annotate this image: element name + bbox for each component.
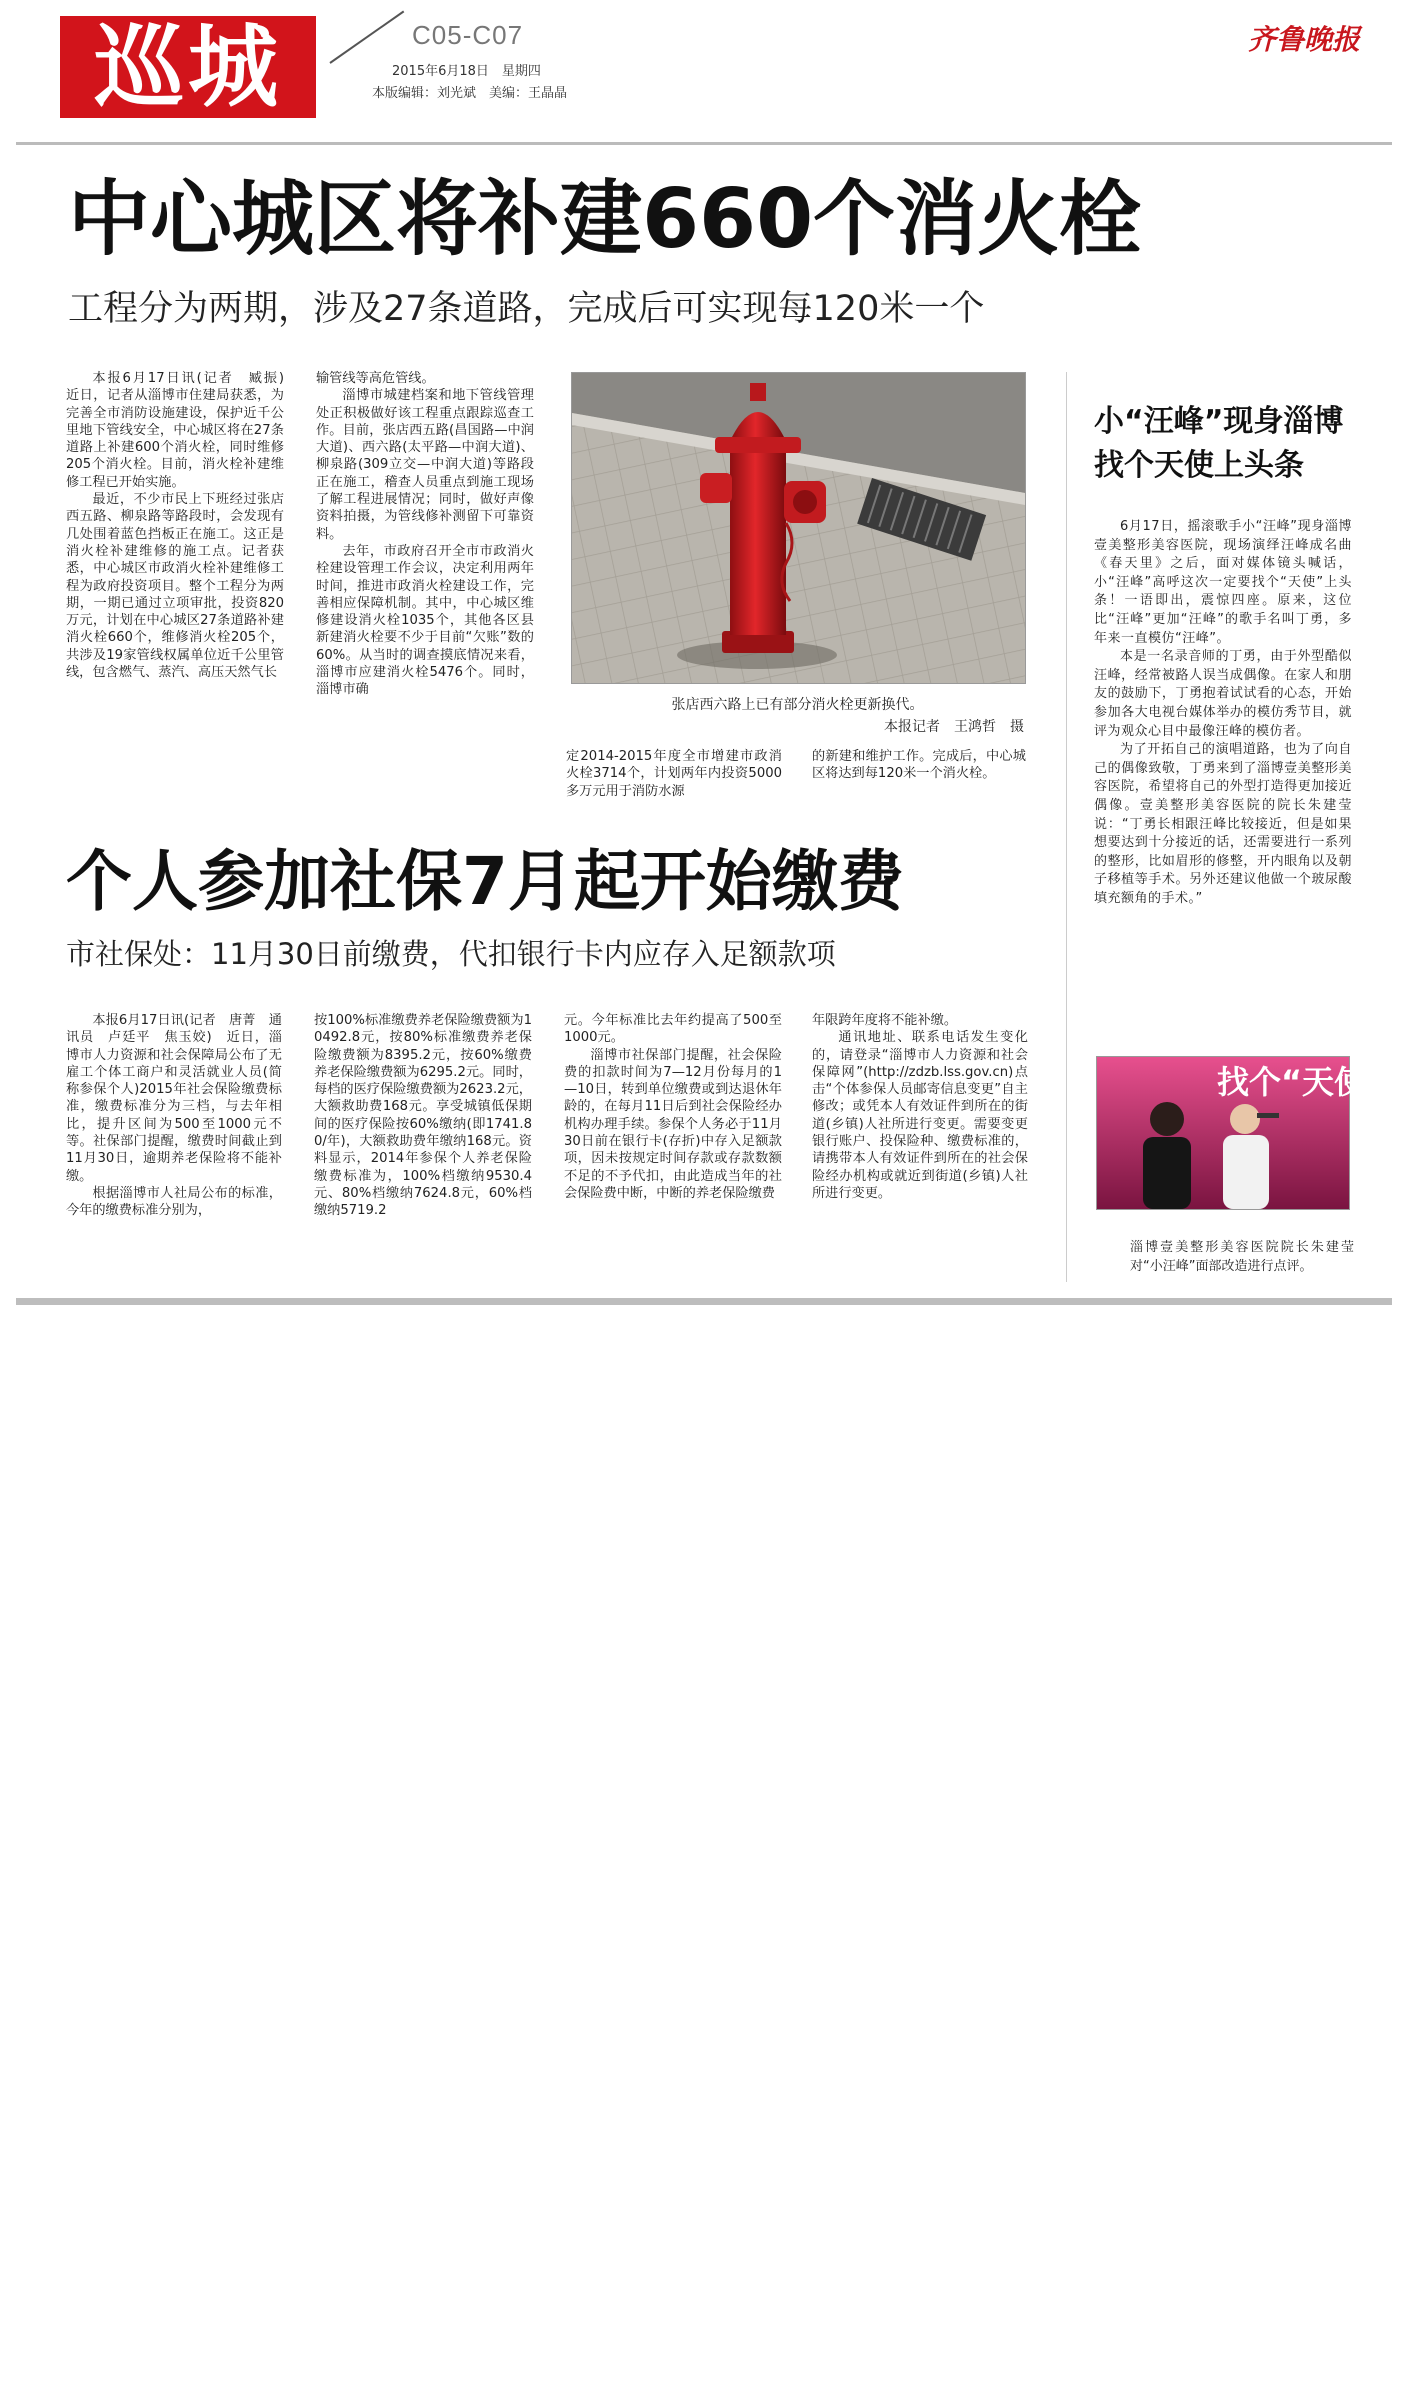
fire-hydrant-caption: 张店西六路上已有部分消火栓更新换代。: [671, 697, 924, 713]
story1-paragraph: 最近，不少市民上下班经过张店西五路、柳泉路等路段时，会发现有几处围着蓝色挡板正在施工。这正是消火栓补建维修的施工点。记者获悉，中心城区市政消火栓补建维修工程为政府投资项目。整个工程分为两期，一期已通过立项审批，投资820万元，计划在中心城区27条道路补建消火栓660个，维修消火栓205个，共涉及19家管线权属单位近千公里管线，包含燃气、蒸汽、高压天然气长: [66, 492, 284, 681]
story2-paragraph: 本报6月17日讯(记者 唐菁 通讯员 卢廷平 焦玉姣) 近日，淄博市人力资源和社会保障局公布了无雇工个体工商户和灵活就业人员(简称参保个人)2015年社会保险缴费标准，缴费标准分为三档，与去年相比，提升区间为500至1000元不等。社保部门提醒，缴费时间截止到11月30日，逾期养老保险将不能补缴。: [66, 1013, 282, 1184]
sidebar-paragraph: 本是一名录音师的丁勇，由于外型酷似汪峰，经常被路人误当成偶像。在家人和朋友的鼓励下，丁勇抱着试试看的心态，开始参加各大电视台媒体举办的模仿秀节目，就评为观众心目中最像汪峰的模仿者。: [1094, 649, 1352, 739]
story2-column-1: [66, 1012, 282, 1220]
page-code: C05-C07: [412, 20, 524, 50]
story1-paragraph: 淄博市城建档案和地下管线管理处正积极做好该工程重点跟踪巡查工作。目前，张店西五路(昌国路—中润大道)、西六路(太平路—中润大道)、柳泉路(309立交—中润大道)等路段正在施工，稽查人员重点到施工现场了解工程进展情况；同时，做好声像资料拍摄，为管线修补测留下可靠资料。: [316, 388, 534, 542]
photo-credit: 本报记者 王鸿哲 摄: [884, 719, 1024, 735]
photo-banner-text: 找个“天使: [1217, 1063, 1367, 1101]
story2-paragraph: 按100%标准缴费养老保险缴费额为10492.8元，按80%标准缴费养老保险缴费额为8395.2元，按60%缴费养老保险缴费额为6295.2元。同时，每档的医疗保险缴费额为2623.2元，大额救助费168元。享受城镇低保期间的医疗保险按60%缴纳(即1741.80/年)，大额救助费年缴纳168元。资料显示，2014年参保个人养老保险缴费标准为，100%档缴纳9530.4元、80%档缴纳7624.8元，60%档缴纳5719.2: [314, 1013, 532, 1219]
story1-column-2: [316, 370, 534, 699]
story2-column-3: [564, 1012, 782, 1202]
newspaper-logo: 齐鲁晚报: [1248, 23, 1361, 56]
story1-paragraph: 去年，市政府召开全市市政消火栓建设管理工作会议，决定利用两年时间，推进市政消火栓建设工作，完善相应保障机制。其中，中心城区维修建设消火栓1035个，其他各区县新建消火栓要不少于目前“欠账”数的60%。从当时的调查摸底情况来看，淄博市应建消火栓5476个。同时，淄博市确: [316, 543, 534, 698]
sidebar-body: [1094, 518, 1352, 908]
story2-headline: 个人参加社保7月起开始缴费: [66, 843, 904, 920]
story1-paragraph: 的新建和维护工作。完成后，中心城区将达到每120米一个消火栓。: [812, 749, 1026, 782]
story2-paragraph: 根据淄博市人社局公布的标准，今年的缴费标准分别为，: [66, 1185, 282, 1219]
story1-subhead: 工程分为两期，涉及27条道路，完成后可实现每120米一个: [68, 289, 985, 329]
story1-paragraph: 输管线等高危管线。: [316, 371, 435, 386]
fire-hydrant-image: [572, 373, 1025, 683]
sidebar-photo-caption: 淄博壹美整形美容医院院长朱建莹对“小汪峰”面部改造进行点评。: [1130, 1240, 1354, 1274]
sidebar-paragraph: 为了开拓自己的演唱道路，也为了向自己的偶像致敬，丁勇来到了淄博壹美整形美容医院，希望将自己的外型打造得更加接近偶像。壹美整形美容医院的院长朱建莹说：“丁勇长相跟汪峰比较接近，但是如果想要达到十分接近的话，还需要进行一系列的整形，比如眉形的修整，开内眼角以及朝子移植等手术。另外还建议他做一个玻尿酸填充额角的手术。”: [1094, 742, 1352, 906]
story2-subhead: 市社保处：11月30日前缴费，代扣银行卡内应存入足额款项: [66, 937, 836, 971]
section-title: 巡城: [94, 14, 282, 120]
story1-paragraph: 定2014-2015年度全市增建市政消火栓3714个，计划两年内投资5000多万元用于消防水源: [566, 749, 782, 799]
story1-headline: 中心城区将补建660个消火栓: [68, 172, 1142, 267]
sidebar-photo: [1096, 1056, 1367, 1210]
story2-paragraph: 元。今年标准比去年约提高了500至1000元。: [564, 1013, 782, 1046]
fire-hydrant-photo: [571, 372, 1026, 684]
header-rule: [16, 142, 1392, 145]
masthead-slant-divider: [329, 11, 404, 64]
sidebar-title-line2: 找个天使上头条: [1094, 448, 1304, 483]
footer-rule: [16, 1298, 1392, 1305]
sidebar-title-line1: 小“汪峰”现身淄博: [1094, 404, 1344, 439]
story2-paragraph: 通讯地址、联系电话发生变化的，请登录“淄博市人力资源和社会保障网”(http://zdzb.lss.gov.cn)点击“个体参保人员邮寄信息变更”自主修改；或凭本人有效证件到所在的街道(乡镇)人社所进行变更。需要变更银行账户、投保险种、缴费标准的，请携带本人有效证件到所在的社会保险经办机构或就近到街道(乡镇)人社所进行变更。: [812, 1030, 1028, 1201]
story1-column-1: [66, 370, 298, 681]
story1-column-3: [566, 748, 782, 800]
sidebar-divider: [1066, 372, 1067, 1282]
story1-column-4: [812, 748, 1026, 783]
story2-paragraph: 淄博市社保部门提醒，社会保险费的扣款时间为7—12月份每月的1—10日，转到单位缴费或到达退休年龄的，在每月11日后到社会保险经办机构办理手续。参保个人务必于11月30日前在银行卡(存折)中存入足额款项，因未按规定时间存款或存款数额不足的不予代扣，由此造成当年的社会保险费中断，中断的养老保险缴费: [564, 1047, 782, 1201]
editor-credit: 本版编辑：刘光斌 美编：王晶晶: [372, 86, 568, 101]
issue-date: 2015年6月18日 星期四: [392, 64, 541, 79]
singer-stage-image: [1097, 1057, 1367, 1209]
sidebar-paragraph: 6月17日，摇滚歌手小“汪峰”现身淄博壹美整形美容医院，现场演绎汪峰成名曲《春天里》之后，面对媒体镜头喊话，小“汪峰”高呼这次一定要找个“天使”上头条！一语即出，震惊四座。原来，这位比“汪峰”更加“汪峰”的歌手名叫丁勇，多年来一直模仿“汪峰”。: [1094, 519, 1352, 646]
story2-column-2: [314, 1012, 532, 1220]
story1-paragraph: 本报6月17日讯(记者 臧振) 近日，记者从淄博市住建局获悉，为完善全市消防设施建设，保护近千公里地下管线安全，中心城区将在27条道路上补建600个消火栓，同时维修205个消火栓。目前，消火栓补建维修工程已开始实施。: [66, 371, 298, 490]
story2-column-4: [812, 1012, 1028, 1202]
story2-paragraph: 年限跨年度将不能补缴。: [812, 1013, 958, 1028]
